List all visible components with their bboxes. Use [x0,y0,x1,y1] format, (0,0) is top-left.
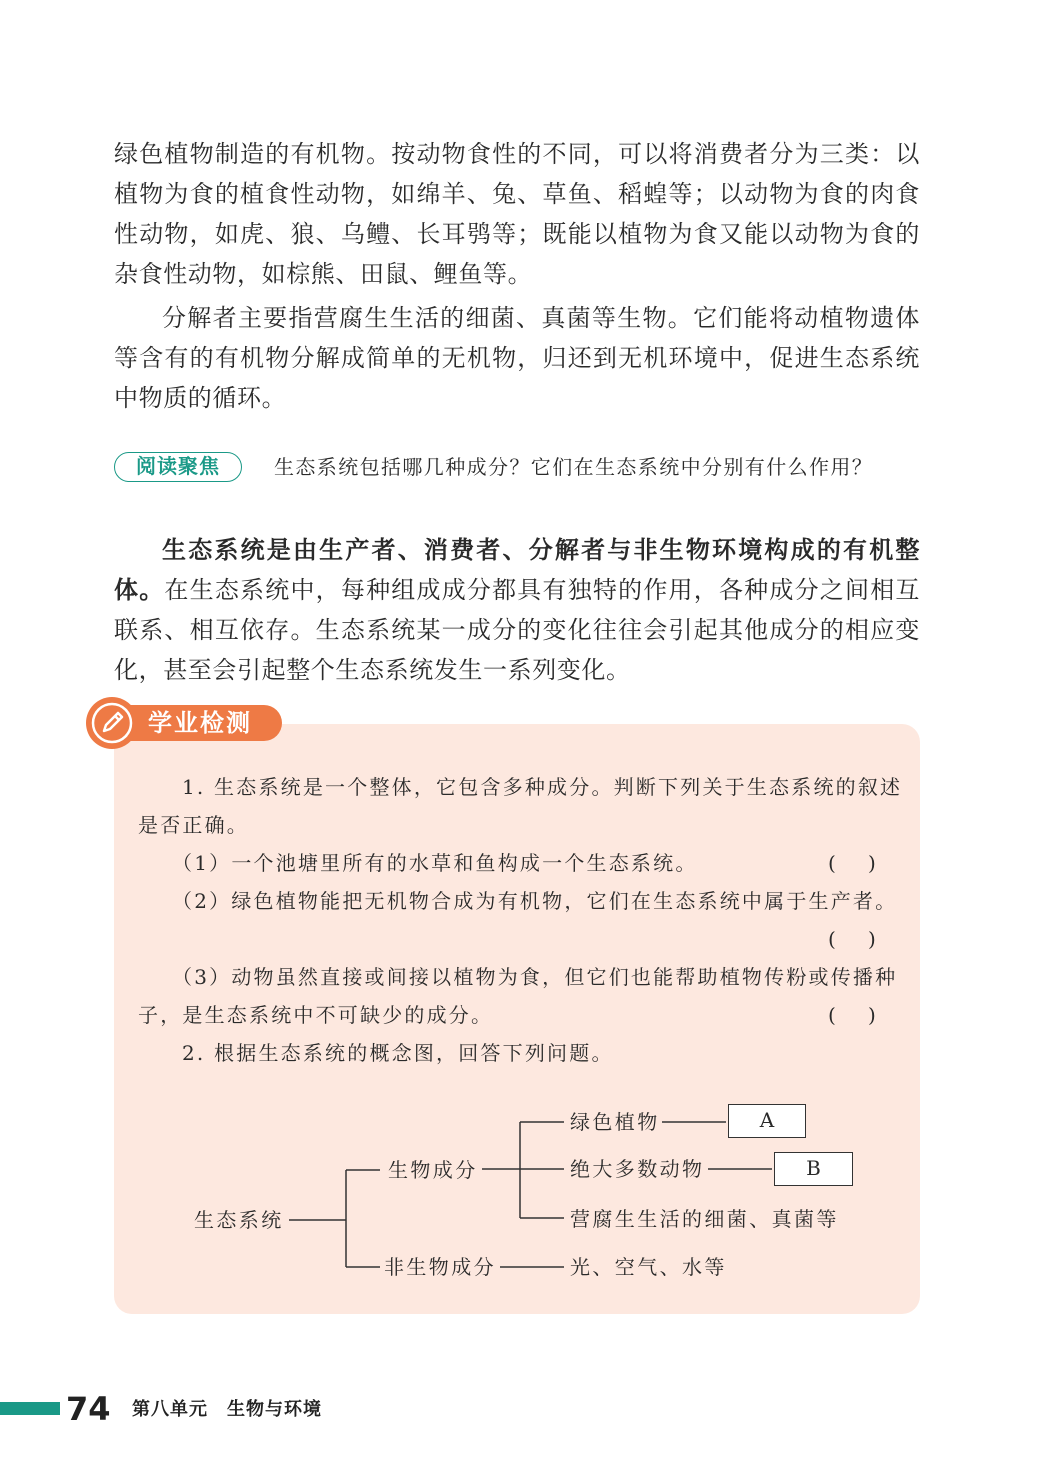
node-green-plants: 绿色植物 [570,1110,660,1134]
footer-accent-bar [0,1402,60,1415]
node-ecosystem: 生态系统 [194,1208,284,1232]
answer-blank-3[interactable]: ( ) [828,1003,876,1027]
answer-box-b[interactable]: B [774,1152,853,1186]
answer-box-a[interactable]: A [728,1104,806,1138]
quiz-header [86,697,286,749]
question-1-item-3: （3）动物虽然直接或间接以植物为食，但它们也能帮助植物传粉或传播种 [172,965,898,989]
question-1-stem: 1. 生态系统是一个整体，它包含多种成分。判断下列关于生态系统的叙述 [182,775,903,799]
paragraph-decomposers: 分解者主要指营腐生生活的细菌、真菌等生物。它们能将动植物遗体等含有的有机物分解成简单的无机物，归还到无机环境中，促进生态系统中物质的循环。 [114,304,920,412]
node-abiotic: 非生物成分 [384,1255,496,1279]
node-most-animals: 绝大多数动物 [570,1157,705,1181]
page-number: 74 [66,1390,111,1428]
pencil-icon [86,697,138,749]
answer-blank-2[interactable]: ( ) [828,927,876,951]
question-1-stem-cont: 是否正确。 [138,813,249,837]
answer-blank-1[interactable]: ( ) [828,851,876,875]
node-abiotic-items: 光、空气、水等 [570,1255,727,1279]
question-1-item-3-cont: 子，是生态系统中不可缺少的成分。 [138,1003,494,1027]
node-biotic: 生物成分 [388,1158,478,1182]
paragraph-consumers: 绿色植物制造的有机物。按动物食性的不同，可以将消费者分为三类：以植物为食的植食性动物，如绵羊、兔、草鱼、稻蝗等；以动物为食的肉食性动物，如虎、狼、乌鳢、长耳鸮等；既能以植物为食又能以动物为食的杂食性动物，如棕熊、田鼠、鲤鱼等。 [114,140,920,288]
reading-focus-question: 生态系统包括哪几种成分？它们在生态系统中分别有什么作用？ [274,455,874,479]
concept-diagram [114,1090,920,1310]
reading-focus-tag: 阅读聚焦 [114,452,242,482]
paragraph-summary [114,530,920,690]
quiz-title: 学业检测 [148,709,252,737]
summary-key-sentence: 生态系统是由生产者、消费者、分解者与非生物环境构成的有机整体。 [114,536,920,604]
node-decomposers: 营腐生生活的细菌、真菌等 [570,1207,839,1231]
question-2-stem: 2. 根据生态系统的概念图，回答下列问题。 [182,1041,614,1065]
summary-rest: 在生态系统中，每种组成成分都具有独特的作用，各种成分之间相互联系、相互依存。生态系统某一成分的变化往往会引起其他成分的相应变化，甚至会引起整个生态系统发生一系列变化。 [114,576,921,684]
question-1-item-1: （1）一个池塘里所有的水草和鱼构成一个生态系统。 [172,851,698,875]
reading-focus [114,450,920,486]
question-1-item-2: （2）绿色植物能把无机物合成为有机物，它们在生态系统中属于生产者。 [172,889,898,913]
unit-title: 第八单元 生物与环境 [132,1399,322,1420]
